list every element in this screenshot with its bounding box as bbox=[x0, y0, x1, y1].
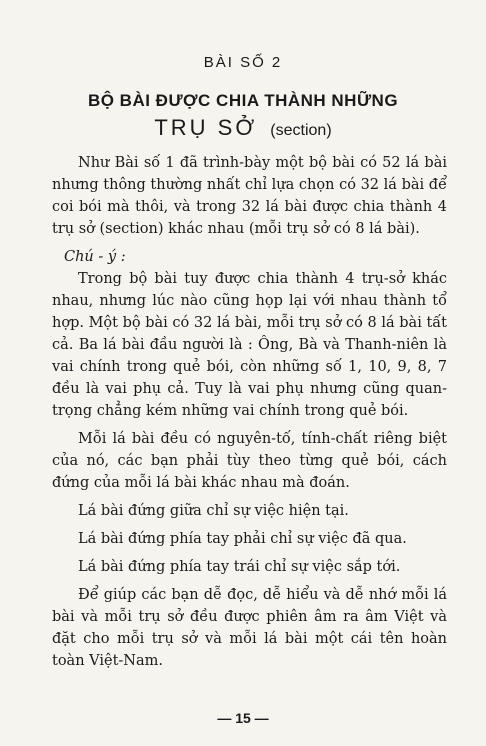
paragraph-closing: Để giúp các bạn dễ đọc, dễ hiểu và dễ nhớ mỗi lá bài và mỗi trụ sở đều được phiên âm ra âm Việt và đặt cho mỗi trụ sở và mỗi lá bài một cái tên hoàn toàn Việt-Nam. bbox=[52, 587, 447, 669]
subtitle-paren: (section) bbox=[270, 122, 332, 139]
subtitle-main: TRỤ SỞ bbox=[154, 115, 258, 140]
paragraph-right-card: Lá bài đứng phía tay phải chỉ sự việc đã qua. bbox=[78, 531, 407, 547]
page-number: — 15 — bbox=[217, 710, 269, 726]
page-title: BỘ BÀI ĐƯỢC CHIA THÀNH NHỮNG bbox=[87, 91, 399, 110]
body-text bbox=[52, 152, 447, 678]
paragraph-intro: Như Bài số 1 đã trình-bày một bộ bài có 52 lá bài nhưng thông thường nhất chỉ lựa chọn có 32 lá bài để coi bói mà thôi, và trong 32 lá bài được chia thành 4 trụ sở (section) khác nhau (mỗi trụ sở có 8 lá bài). bbox=[52, 155, 447, 237]
paragraph-note: Trong bộ bài tuy được chia thành 4 trụ-sở khác nhau, nhưng lúc nào cũng họp lại với nhau thành tổ hợp. Một bộ bài có 32 lá bài, mỗi trụ sở có 8 lá bài tất cả. Ba lá bài đầu người là : Ông, Bà và Thanh-niên là vai chính trong quẻ bói, còn những số 1, 10, 9, 8, 7 đều là vai phụ cả. Tuy là vai phụ nhưng cũng quan-trọng chẳng kém những vai chính trong quẻ bói. bbox=[52, 271, 447, 419]
note-heading: Chú - ý : bbox=[64, 249, 126, 265]
page-subtitle bbox=[0, 115, 486, 141]
lesson-label: BÀI SỐ 2 bbox=[203, 54, 283, 71]
paragraph-elements: Mỗi lá bài đều có nguyên-tố, tính-chất riêng biệt của nó, các bạn phải tùy theo từng quẻ bói, cách đứng của mỗi lá bài khác nhau mà đoán. bbox=[52, 431, 447, 491]
paragraph-middle-card: Lá bài đứng giữa chỉ sự việc hiện tại. bbox=[78, 503, 349, 519]
paragraph-left-card: Lá bài đứng phía tay trái chỉ sự việc sắp tới. bbox=[78, 559, 401, 575]
